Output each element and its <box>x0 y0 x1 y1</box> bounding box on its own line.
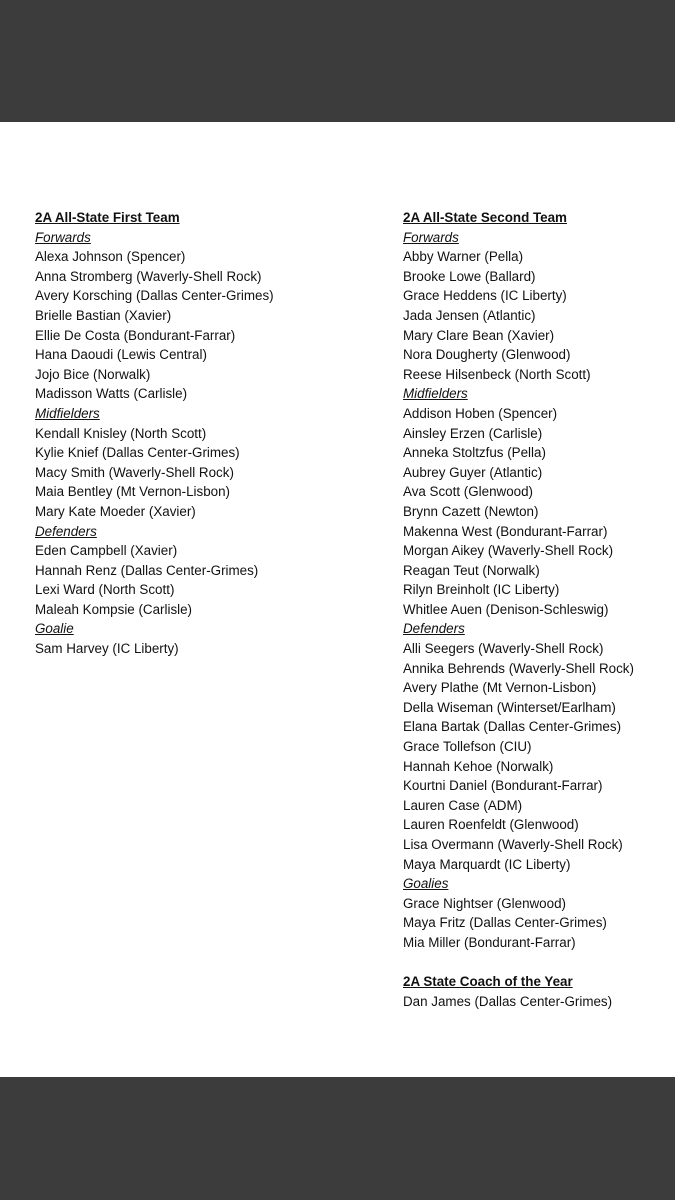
player-entry: Avery Plathe (Mt Vernon-Lisbon) <box>403 680 597 696</box>
document-page <box>0 122 675 1077</box>
coach-of-the-year-title: 2A State Coach of the Year <box>403 974 573 990</box>
player-entry: Eden Campbell (Xavier) <box>35 543 178 559</box>
player-entry: Hannah Renz (Dallas Center-Grimes) <box>35 562 259 578</box>
player-entry: Lisa Overmann (Waverly-Shell Rock) <box>403 837 623 852</box>
player-entry: Jada Jensen (Atlantic) <box>403 307 536 323</box>
player-entry: Mary Clare Bean (Xavier) <box>403 327 555 343</box>
player-entry: Kylie Knief (Dallas Center-Grimes) <box>35 445 240 461</box>
player-entry: Kourtni Daniel (Bondurant-Farrar) <box>403 778 603 794</box>
player-entry: Hana Daoudi (Lewis Central) <box>35 347 207 363</box>
player-entry: Della Wiseman (Winterset/Earlham) <box>403 699 616 715</box>
bottom-letterbox-bar <box>0 1077 675 1200</box>
first-team-forwards-heading: Forwards <box>35 229 91 245</box>
second-team-column <box>403 208 673 1011</box>
player-entry: Maya Fritz (Dallas Center-Grimes) <box>403 915 607 931</box>
player-entry: Alexa Johnson (Spencer) <box>35 249 186 265</box>
top-letterbox-bar <box>0 0 675 122</box>
player-entry: Madisson Watts (Carlisle) <box>35 386 188 402</box>
player-entry: Brooke Lowe (Ballard) <box>403 268 536 284</box>
player-entry: Hannah Kehoe (Norwalk) <box>403 758 554 774</box>
second-team-title: 2A All-State Second Team <box>403 210 567 225</box>
second-team-forwards-heading: Forwards <box>403 229 459 245</box>
player-entry: Alli Seegers (Waverly-Shell Rock) <box>403 641 604 657</box>
player-entry: Reagan Teut (Norwalk) <box>403 562 540 578</box>
coach-name: Dan James (Dallas Center-Grimes) <box>403 993 613 1009</box>
first-team-column <box>35 208 355 659</box>
player-entry: Brynn Cazett (Newton) <box>403 503 539 519</box>
player-entry: Makenna West (Bondurant-Farrar) <box>403 523 608 539</box>
player-entry: Ava Scott (Glenwood) <box>403 484 534 500</box>
player-entry: Lauren Roenfeldt (Glenwood) <box>403 817 579 833</box>
player-entry: Grace Tollefson (CIU) <box>403 739 532 755</box>
first-team-midfielders-heading: Midfielders <box>35 405 100 421</box>
player-entry: Maleah Kompsie (Carlisle) <box>35 601 193 617</box>
player-entry: Annika Behrends (Waverly-Shell Rock) <box>403 660 634 676</box>
player-entry: Mia Miller (Bondurant-Farrar) <box>403 934 576 950</box>
player-entry: Aubrey Guyer (Atlantic) <box>403 464 543 480</box>
player-entry: Mary Kate Moeder (Xavier) <box>35 503 196 519</box>
player-entry: Maia Bentley (Mt Vernon-Lisbon) <box>35 484 231 500</box>
first-team-goalie-heading: Goalie <box>35 621 74 637</box>
coach-of-the-year-block <box>403 972 673 1011</box>
first-team-defenders-heading: Defenders <box>35 523 97 539</box>
second-team-defenders-heading: Defenders <box>403 621 465 637</box>
player-entry: Jojo Bice (Norwalk) <box>35 366 151 382</box>
player-entry: Addison Hoben (Spencer) <box>403 405 558 421</box>
player-entry: Ellie De Costa (Bondurant-Farrar) <box>35 327 236 343</box>
second-team-midfielders-heading: Midfielders <box>403 386 468 402</box>
player-entry: Maya Marquardt (IC Liberty) <box>403 856 571 872</box>
player-entry: Lauren Case (ADM) <box>403 797 523 813</box>
player-entry: Reese Hilsenbeck (North Scott) <box>403 366 591 382</box>
player-entry: Lexi Ward (North Scott) <box>35 582 175 598</box>
player-entry: Anneka Stoltzfus (Pella) <box>403 445 546 461</box>
player-entry: Avery Korsching (Dallas Center-Grimes) <box>35 288 274 304</box>
second-team-goalies-heading: Goalies <box>403 876 449 892</box>
player-entry: Abby Warner (Pella) <box>403 249 524 265</box>
player-entry: Rilyn Breinholt (IC Liberty) <box>403 582 560 598</box>
player-entry: Grace Nightser (Glenwood) <box>403 895 566 911</box>
player-entry: Sam Harvey (IC Liberty) <box>35 641 179 657</box>
player-entry: Brielle Bastian (Xavier) <box>35 307 172 323</box>
player-entry: Ainsley Erzen (Carlisle) <box>403 425 543 441</box>
player-entry: Grace Heddens (IC Liberty) <box>403 288 567 304</box>
player-entry: Anna Stromberg (Waverly-Shell Rock) <box>35 268 262 284</box>
player-entry: Kendall Knisley (North Scott) <box>35 425 207 441</box>
player-entry: Morgan Aikey (Waverly-Shell Rock) <box>403 543 614 559</box>
player-entry: Elana Bartak (Dallas Center-Grimes) <box>403 719 622 735</box>
first-team-title: 2A All-State First Team <box>35 210 180 225</box>
player-entry: Macy Smith (Waverly-Shell Rock) <box>35 464 234 480</box>
player-entry: Nora Dougherty (Glenwood) <box>403 347 571 363</box>
player-entry: Whitlee Auen (Denison-Schleswig) <box>403 601 609 617</box>
